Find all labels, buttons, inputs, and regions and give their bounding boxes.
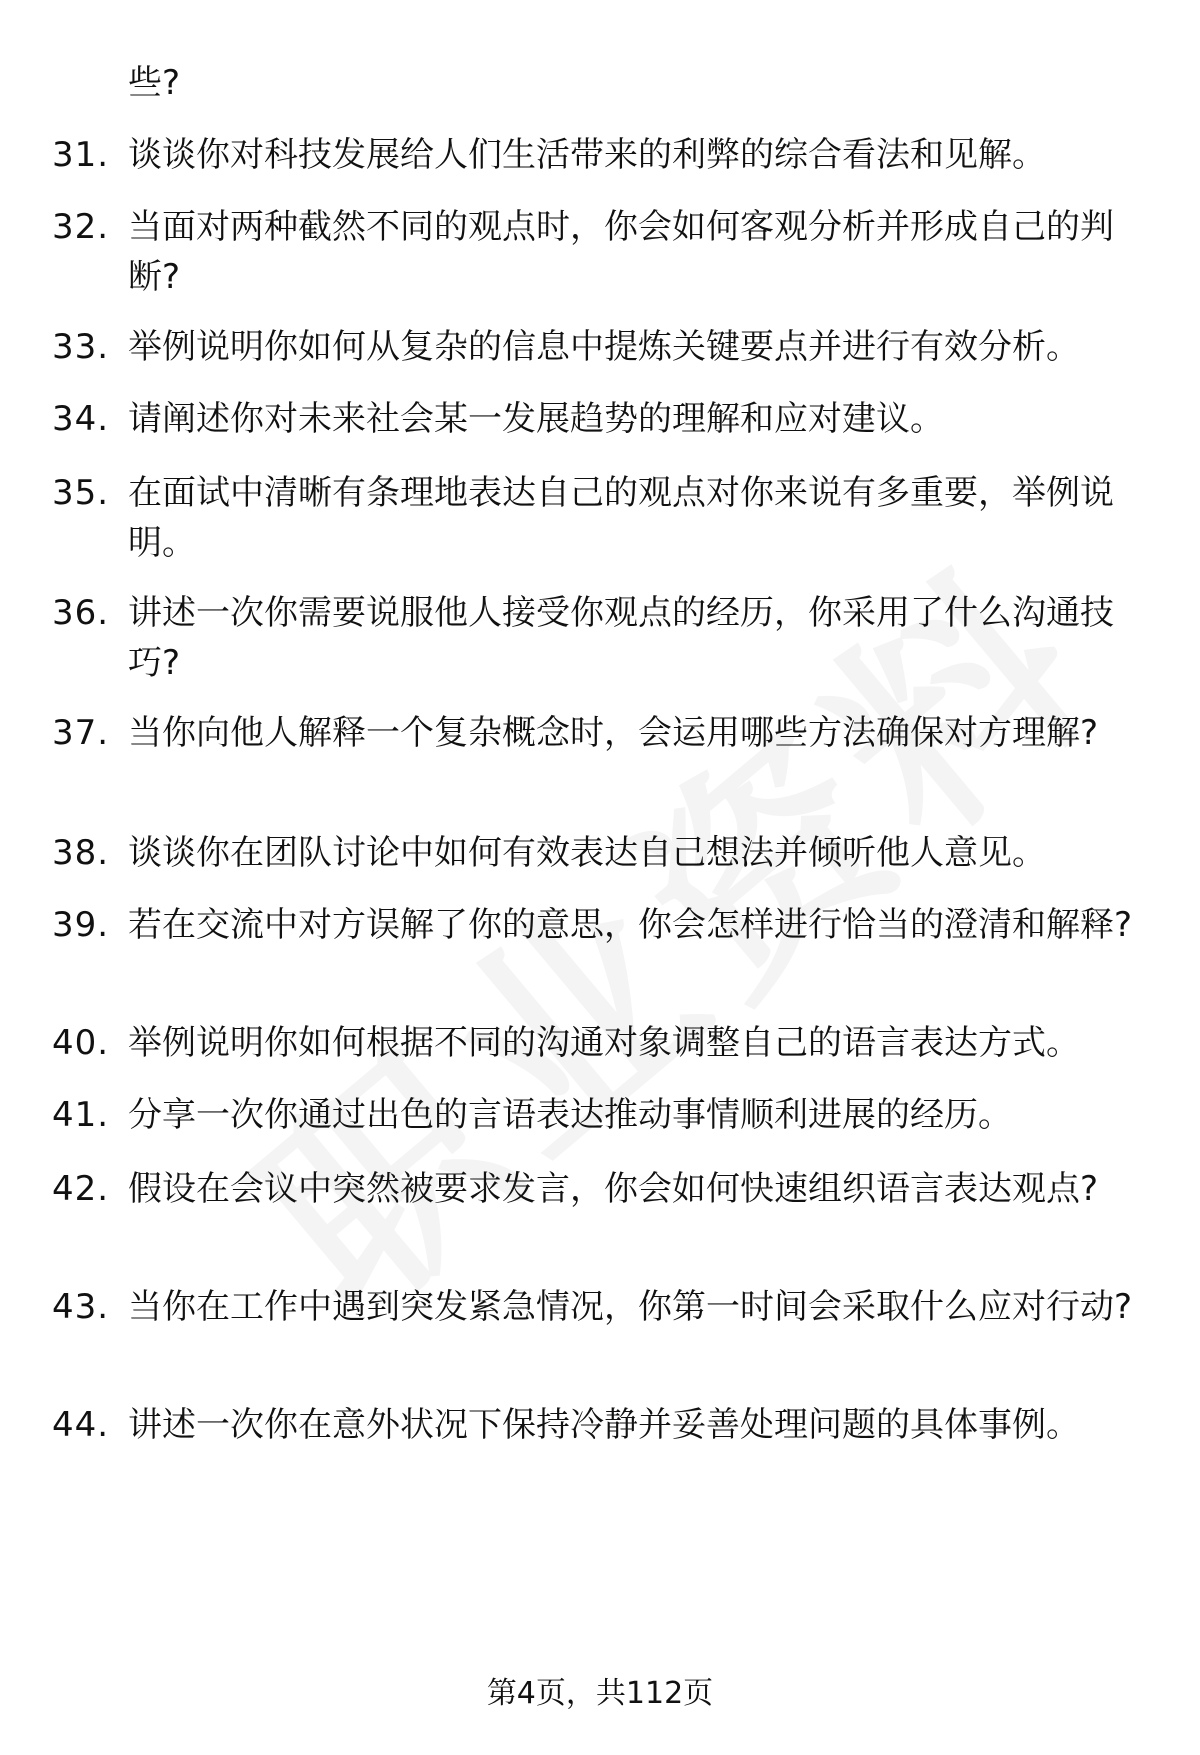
question-number: 37.	[52, 713, 110, 753]
question-number: 42.	[52, 1169, 110, 1209]
question-text: 讲述一次你需要说服他人接受你观点的经历，你采用了什么沟通技巧?	[128, 593, 1114, 683]
question-text: 当你向他人解释一个复杂概念时，会运用哪些方法确保对方理解?	[128, 713, 1099, 753]
question-number: 41.	[52, 1095, 110, 1135]
question-text: 在面试中清晰有条理地表达自己的观点对你来说有多重要，举例说明。	[128, 473, 1114, 563]
question-text: 当面对两种截然不同的观点时，你会如何客观分析并形成自己的判断?	[128, 207, 1114, 297]
question-number: 36.	[52, 593, 110, 633]
question-text: 请阐述你对未来社会某一发展趋势的理解和应对建议。	[128, 399, 944, 439]
question-text: 举例说明你如何从复杂的信息中提炼关键要点并进行有效分析。	[128, 327, 1080, 367]
question-text: 讲述一次你在意外状况下保持冷静并妥善处理问题的具体事例。	[128, 1405, 1080, 1445]
question-number: 43.	[52, 1287, 110, 1327]
continued-text: 些?	[128, 63, 181, 103]
question-text: 谈谈你对科技发展给人们生活带来的利弊的综合看法和见解。	[128, 135, 1046, 175]
question-text: 谈谈你在团队讨论中如何有效表达自己想法并倾听他人意见。	[128, 833, 1046, 873]
question-text: 举例说明你如何根据不同的沟通对象调整自己的语言表达方式。	[128, 1023, 1080, 1063]
question-text: 若在交流中对方误解了你的意思，你会怎样进行恰当的澄清和解释?	[128, 905, 1133, 945]
question-number: 31.	[52, 135, 110, 175]
question-number: 39.	[52, 905, 110, 945]
page-footer: 第4页，共112页	[486, 1676, 714, 1711]
question-text: 分享一次你通过出色的言语表达推动事情顺利进展的经历。	[128, 1095, 1012, 1135]
question-number: 35.	[52, 473, 110, 513]
question-number: 40.	[52, 1023, 110, 1063]
question-text: 当你在工作中遇到突发紧急情况，你第一时间会采取什么应对行动?	[128, 1287, 1133, 1327]
question-number: 38.	[52, 833, 110, 873]
question-number: 44.	[52, 1405, 110, 1445]
question-text: 假设在会议中突然被要求发言，你会如何快速组织语言表达观点?	[128, 1169, 1099, 1209]
question-number: 32.	[52, 207, 110, 247]
question-number: 34.	[52, 399, 110, 439]
question-number: 33.	[52, 327, 110, 367]
